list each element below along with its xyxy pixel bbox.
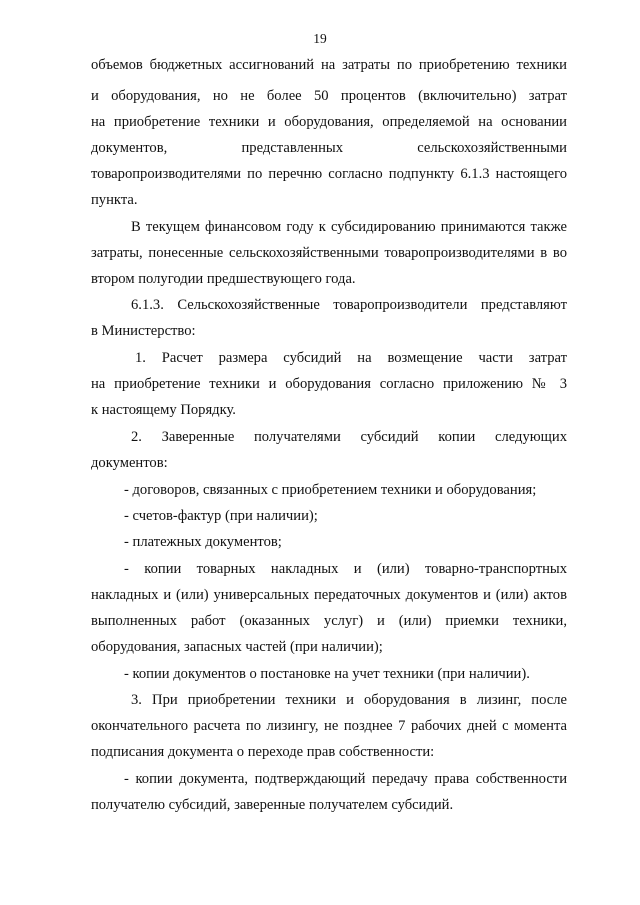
- text-line: 6.1.3. Сельскохозяйственные товаропроизводители представляют: [131, 297, 567, 313]
- text-line: на приобретение техники и оборудования согласно приложению № 3: [91, 376, 567, 392]
- text-line: - счетов-фактур (при наличии);: [124, 508, 318, 524]
- text-line: В текущем финансовом году к субсидированию принимаются также: [131, 219, 567, 235]
- text-line: оборудования, запасных частей (при наличии);: [91, 639, 383, 655]
- text-line: затраты, понесенные сельскохозяйственными товаропроизводителями в во: [91, 245, 567, 261]
- text-line: товаропроизводителями по перечню согласно подпункту 6.1.3 настоящего: [91, 166, 567, 182]
- text-line: 1. Расчет размера субсидий на возмещение части затрат: [135, 350, 567, 366]
- text-line: документов, представленных сельскохозяйственными: [91, 140, 567, 156]
- text-line: 3. При приобретении техники и оборудования в лизинг, после: [131, 692, 567, 708]
- text-line: 2. Заверенные получателями субсидий копии следующих: [131, 429, 567, 445]
- text-line: пункта.: [91, 192, 138, 208]
- text-line: на приобретение техники и оборудования, определяемой на основании: [91, 114, 567, 130]
- text-line: окончательного расчета по лизингу, не позднее 7 рабочих дней с момента: [91, 718, 567, 734]
- text-line: документов:: [91, 455, 168, 471]
- text-line: - копии документов о постановке на учет техники (при наличии).: [124, 666, 530, 682]
- text-line: - копии документа, подтверждающий передачу права собственности: [124, 771, 567, 787]
- text-line: к настоящему Порядку.: [91, 402, 236, 418]
- text-line: в Министерство:: [91, 323, 196, 339]
- text-line: выполненных работ (оказанных услуг) и (или) приемки техники,: [91, 613, 567, 629]
- text-line: накладных и (или) универсальных передаточных документов и (или) актов: [91, 587, 567, 603]
- text-line: - договоров, связанных с приобретением техники и оборудования;: [124, 482, 537, 498]
- text-line: - платежных документов;: [124, 534, 282, 550]
- text-line: - копии товарных накладных и (или) товарно-транспортных: [124, 561, 567, 577]
- text-line: втором полугодии предшествующего года.: [91, 271, 356, 287]
- text-line: объемов бюджетных ассигнований на затраты по приобретению техники: [91, 57, 567, 73]
- text-line: получателю субсидий, заверенные получателем субсидий.: [91, 797, 454, 813]
- page-number: 19: [313, 31, 327, 46]
- text-line: и оборудования, но не более 50 процентов (включительно) затрат: [91, 88, 567, 104]
- text-line: подписания документа о переходе прав собственности:: [91, 744, 435, 760]
